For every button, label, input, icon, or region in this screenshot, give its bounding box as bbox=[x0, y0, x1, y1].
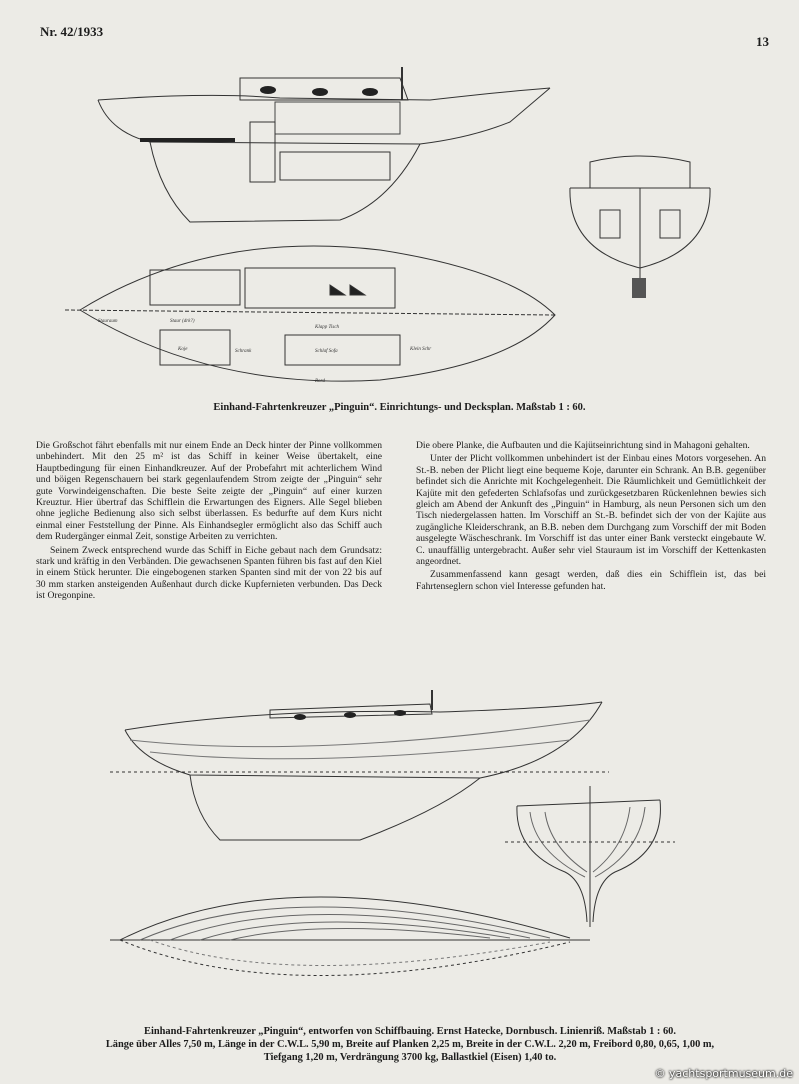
text-column-left bbox=[36, 440, 382, 602]
deck-plan-drawing bbox=[60, 240, 560, 390]
paragraph: Die Großschot fährt ebenfalls mit nur einem Ende an Deck hinter der Pinne vollkommen unbehindert. Mit den 25 m² ist das Schiff in keiner Weise übertakelt, eine Hauptbedingung für einen Einhandkreuzer. Auf der Probefahrt mit achterlichem Wind und böigen Regenschauern bei stark gegenlaufendem Strom zeigte der „Pinguin“ sehr gute Vorwindeigenschaften. Die beste Seite zeigte der „Pinguin“ auf einer kurzen Kreuztur. Hier übertraf das Schifflein die Erwartungen des Eigners. Alle Segel blieben ohne jegliche Bedienung also sich selbst überlassen. Es bedurfte auf dem Kurs nicht einmal einer Feststellung der Pinne. Als Einhandsegler ermöglicht also das Schiff auch dem Rudergänger einmal Zeit, sonstige Arbeiten zu verrichten. bbox=[36, 440, 382, 543]
label-stauraum: Stauraum bbox=[98, 319, 118, 324]
caption-line: Tiefgang 1,20 m, Verdrängung 3700 kg, Ballastkiel (Eisen) 1,40 to. bbox=[263, 1051, 557, 1063]
issue-number: Nr. 42/1933 bbox=[40, 24, 104, 39]
label-klein-schrank: Klein Schr bbox=[410, 347, 432, 352]
label-bord: Bord bbox=[315, 379, 325, 384]
label-staur: Staur (drk?) bbox=[170, 319, 195, 324]
label-schlafsofa: Schlaf Sofa bbox=[315, 349, 338, 354]
paragraph: Die obere Planke, die Aufbauten und die Kajütseinrichtung sind in Mahagoni gehalten. bbox=[416, 440, 750, 451]
label-koje: Koje bbox=[178, 347, 188, 352]
caption-line: Länge über Alles 7,50 m, Länge in der C.W.L. 5,90 m, Breite auf Planken 2,25 m, Breite in der C.W.L. 2,20 m, Freibord 0,80, 0,65, 1,00 m, bbox=[105, 1038, 715, 1050]
lines-plan-caption bbox=[30, 1026, 790, 1064]
caption-line: Einhand-Fahrtenkreuzer „Pinguin“, entworfen von Schiffbauing. Ernst Hatecke, Dornbusch. Linienriß. Maßstab 1 : 60. bbox=[144, 1026, 676, 1037]
page-number: 13 bbox=[756, 34, 769, 49]
paragraph: Zusammenfassend kann gesagt werden, daß dies ein Schifflein ist, das bei Fahrtenseglern schon viel Interesse gefunden hat. bbox=[416, 569, 766, 592]
half-breadth-drawing bbox=[90, 860, 600, 1020]
label-klapptisch: Klapp Tisch bbox=[315, 325, 340, 330]
paragraph: Unter der Plicht vollkommen unbehindert ist der Einbau eines Motors vorgesehen. An St.-B. neben der Plicht liegt eine bequeme Koje, darunter ein Schrank. An B.B. gegenüber befindet sich die Anrichte mit Kochgelegenheit. Die Räumlichkeit und Gemütlichkeit der Kajüte mit den gefederten Schlafsofas und zurückgesetzbaren Rückenlehnen bewies sich gleich am Abend der Ankunft des „Pinguin“ in Hamburg, als neun Personen sich um den Tisch niedergelassen hatten. Im Vorschiff an St.-B. befindet sich der von der Kajüte aus zugängliche Kleiderschrank, an B.B. neben dem Durchgang zum Vorschiff der mit Boden ausgelegte Wäscheschrank. Im Vorschiff ist das unter einer Bank versteckt eingebaute W. C. unauffällig untergebracht. Außer sehr viel Stauraum ist im Vorschiff der Kettenkasten angeordnet. bbox=[416, 453, 766, 568]
interior-profile-drawing bbox=[90, 62, 560, 230]
text-column-right bbox=[416, 440, 766, 592]
cross-section-drawing bbox=[560, 150, 720, 310]
top-figure-caption: Einhand-Fahrtenkreuzer „Pinguin“. Einrichtungs- und Decksplan. Maßstab 1 : 60. bbox=[213, 402, 586, 413]
watermark: © yachtsportmuseum.de bbox=[654, 1067, 793, 1080]
label-schrank: Schrank bbox=[235, 349, 252, 354]
paragraph: Seinem Zweck entsprechend wurde das Schiff in Eiche gebaut nach dem Grundsatz: stark und kräftig in den Verbänden. Die gewachsenen Spanten führen bis fast auf den Kiel in einem Stück herunter. Die eingebogenen starken Spanten sind mit der von 22 bis auf 30 mm starken ansteigenden Außenhaut durch dicke Kupfernieten verbunden. Das Deck ist Oregonpine. bbox=[36, 544, 382, 602]
